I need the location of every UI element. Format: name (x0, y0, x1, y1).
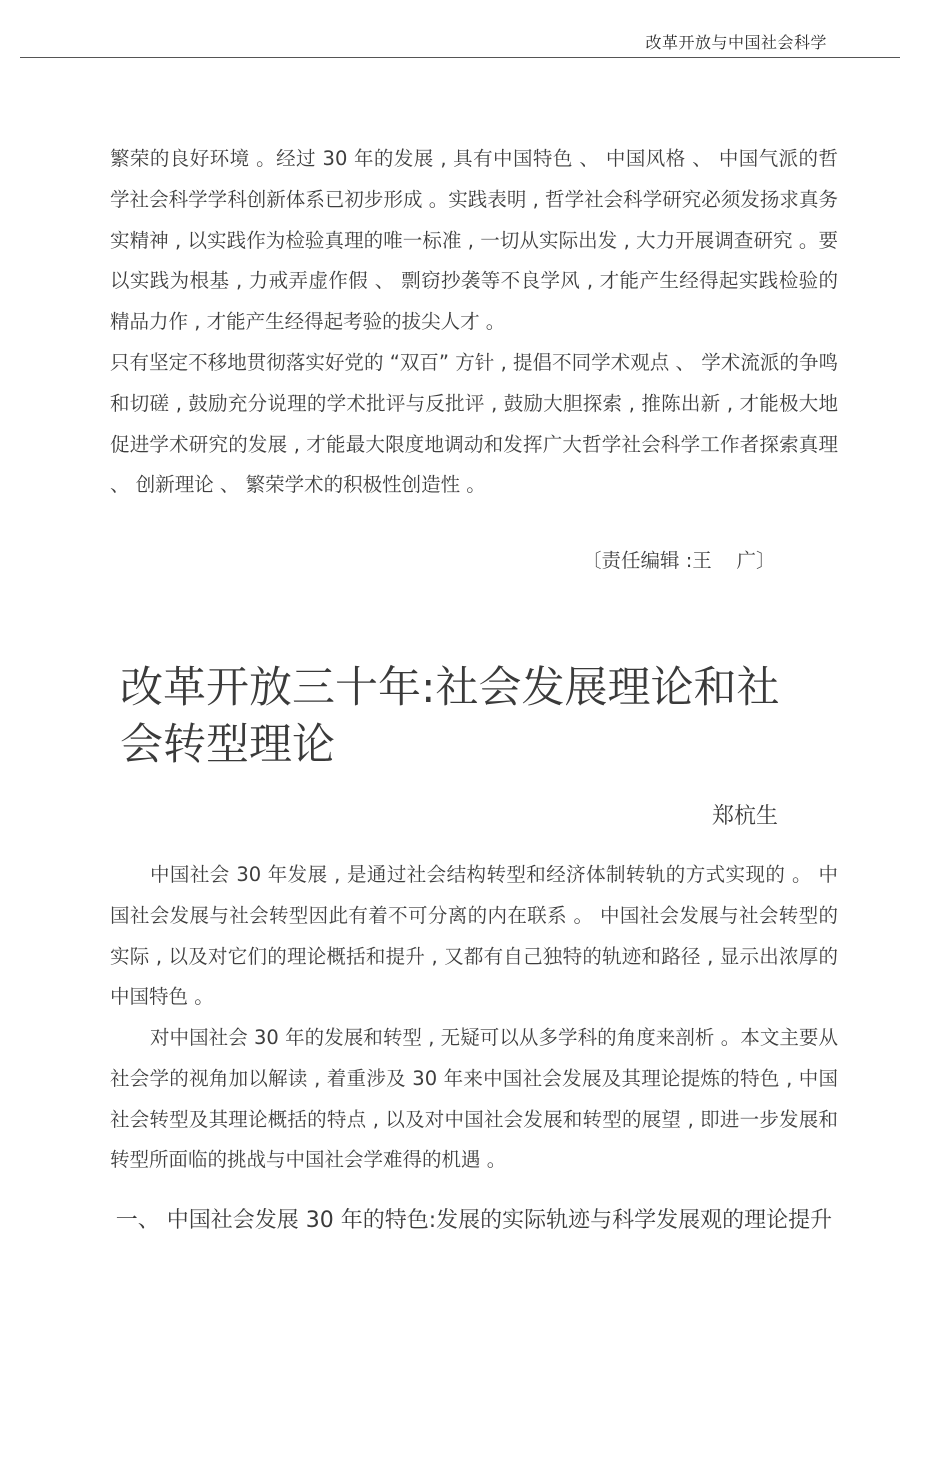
header-divider (20, 57, 900, 58)
running-header-title: 改革开放与中国社会科学 (645, 33, 827, 52)
article-title: 改革开放三十年:社会发展理论和社会转型理论 (120, 663, 780, 770)
previous-article-paragraph-2: 只有坚定不移地贯彻落实好党的 “双百” 方针 , 提倡不同学术观点 、 学术流派的争鸣和切磋 , 鼓励充分说理的学术批评与反批评 , 鼓励大胆探索 , 推陈出新 , 才能极大地促进学术研究的发展 , 才能最大限度地调动和发挥广大哲学社会科学工作者探索真理 、 创新理论 、 繁荣学术的积极性创造性 。 (110, 351, 838, 497)
previous-article-paragraph-1: 繁荣的良好环境 。经过 30 年的发展 , 具有中国特色 、 中国风格 、 中国气派的哲学社会科学学科创新体系已初步形成 。实践表明 , 哲学社会科学研究必须发扬求真务实精神 , 以实践作为检验真理的唯一标准 , 一切从实际出发 , 大力开展调查研究 。要以实践为根基 , 力戒弄虚作假 、 剽窃抄袭等不良学风 , 才能产生经得起实践检验的精品力作 , 才能产生经得起考验的拔尖人才 。 (110, 147, 838, 334)
editor-credit: 〔责任编辑 :王 广〕 (582, 549, 776, 572)
article-paragraph-2: 对中国社会 30 年的发展和转型 , 无疑可以从多学科的角度来剖析 。本文主要从社会学的视角加以解读 , 着重涉及 30 年来中国社会发展及其理论提炼的特色 , 中国社会转型及其理论概括的特点 , 以及对中国社会发展和转型的展望 , 即进一步发展和转型所面临的挑战与中国社会学难得的机遇 。 (110, 1026, 838, 1172)
article-author: 郑杭生 (712, 804, 779, 829)
section-heading-1: 一、 中国社会发展 30 年的特色:发展的实际轨迹与科学发展观的理论提升 (115, 1208, 833, 1233)
article-paragraph-1: 中国社会 30 年发展 , 是通过社会结构转型和经济体制转轨的方式实现的 。 中国社会发展与社会转型因此有着不可分离的内在联系 。 中国社会发展与社会转型的实际 , 以及对它们的理论概括和提升 , 又都有自己独特的轨迹和路径 , 显示出浓厚的中国特色 。 (110, 863, 838, 1009)
